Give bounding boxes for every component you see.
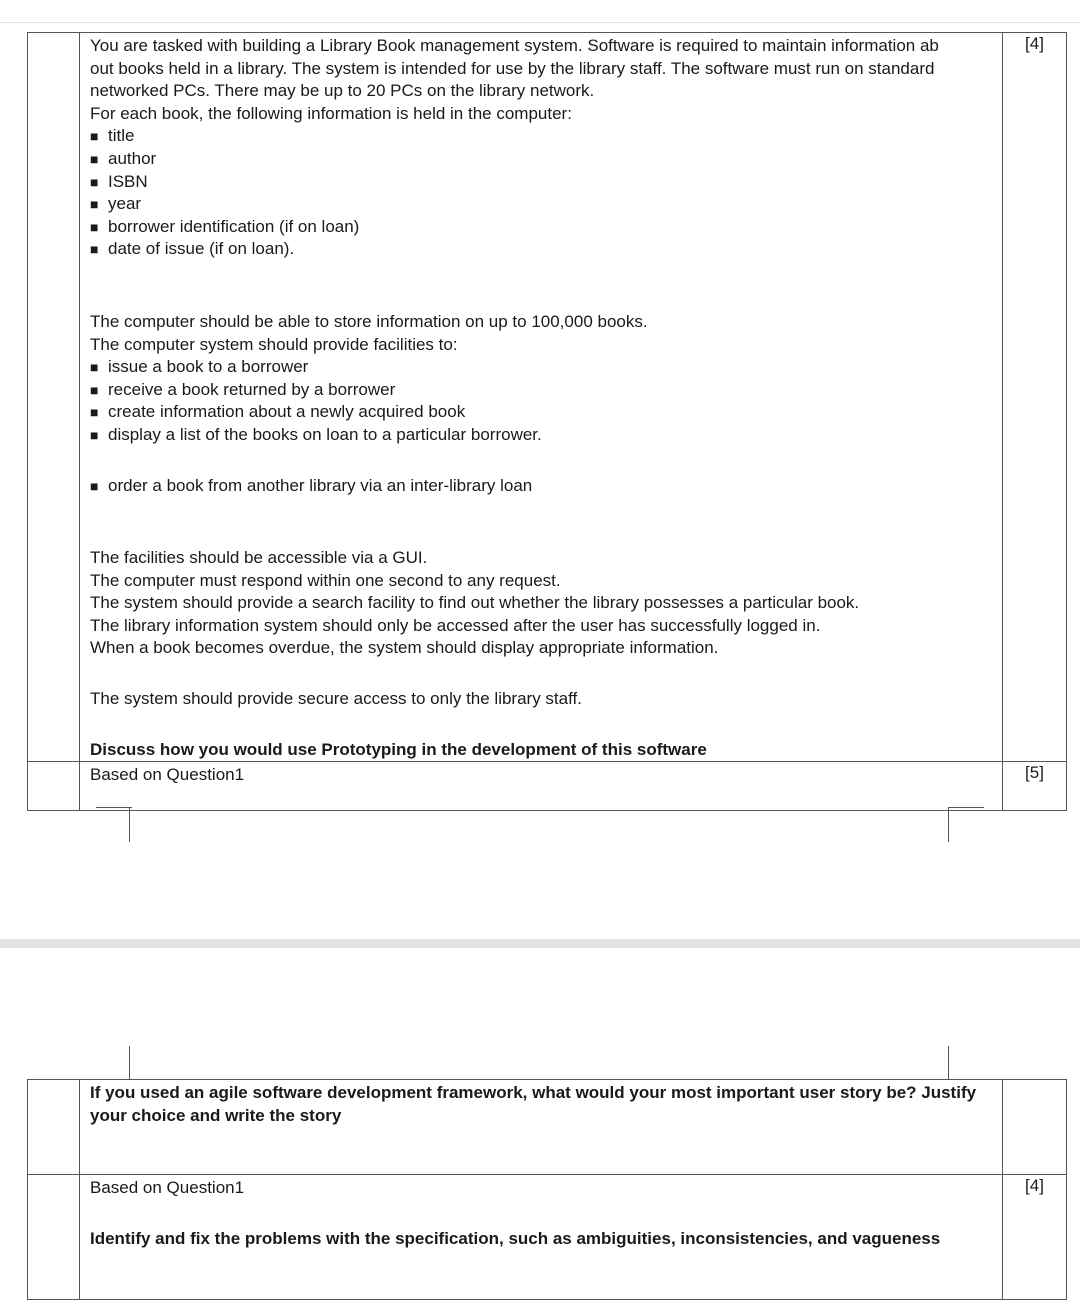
page-edge (96, 807, 132, 808)
question-body (80, 33, 1003, 762)
info-bullet: ■ borrower identification (if on loan) (90, 216, 1002, 239)
question-row-3 (28, 1080, 1067, 1175)
info-bullet: ■ date of issue (if on loan). (90, 238, 1002, 261)
question-row-2 (28, 762, 1067, 811)
storage-requirement: The computer should be able to store information on up to 100,000 books. (90, 311, 648, 331)
spacer (90, 497, 1002, 547)
requirement-line: The computer must respond within one second to any request. (90, 570, 561, 590)
facility-bullet: ■ receive a book returned by a borrower (90, 379, 1002, 402)
question-prompt: Discuss how you would use Prototyping in the development of this software (90, 739, 707, 759)
page-edge (948, 807, 984, 808)
top-divider (0, 22, 1080, 23)
marks-cell (1003, 1080, 1067, 1175)
facilities-intro: The computer system should provide facilities to: (90, 334, 458, 354)
info-bullet: ■ year (90, 193, 1002, 216)
question-row-1 (28, 33, 1067, 762)
spacer (90, 447, 1002, 475)
spacer (90, 711, 1002, 739)
facility-bullet: ■ issue a book to a borrower (90, 356, 1002, 379)
intro-line: For each book, the following information is held in the computer: (90, 103, 572, 123)
question-prompt: If you used an agile software development framework, what would your most important user story be? Justify your choice and write the story (90, 1083, 977, 1125)
facility-bullet: ■ display a list of the books on loan to a particular borrower. (90, 424, 1002, 447)
intro-line: out books held in a library. The system is intended for use by the library staff. The software must run on standard (90, 58, 935, 78)
requirement-line: The system should provide a search facility to find out whether the library possesses a particular book. (90, 593, 860, 613)
question-number-cell (28, 33, 80, 762)
question-number-cell (28, 762, 80, 811)
question-body (80, 762, 1003, 811)
spacer (90, 261, 1002, 311)
requirement-line: When a book becomes overdue, the system should display appropriate information. (90, 638, 719, 658)
page-break (0, 939, 1080, 948)
question-table-2 (27, 1079, 1067, 1300)
based-on-label: Based on Question1 (90, 765, 245, 785)
question-number-cell (28, 1080, 80, 1175)
spacer (90, 660, 1002, 688)
info-bullet: ■ author (90, 148, 1002, 171)
marks-cell: [4] (1003, 33, 1067, 762)
requirement-line: The library information system should only be accessed after the user has successfully logged in. (90, 615, 821, 635)
question-number-cell (28, 1175, 80, 1300)
based-on-label: Based on Question1 (90, 1178, 245, 1197)
page-edge (129, 1046, 130, 1079)
page-edge (948, 1046, 949, 1079)
security-requirement: The system should provide secure access to only the library staff. (90, 689, 582, 709)
question-body (80, 1175, 1003, 1300)
info-bullet: ■ ISBN (90, 171, 1002, 194)
facility-bullet-extra: ■ order a book from another library via an inter-library loan (90, 475, 1002, 498)
intro-line: networked PCs. There may be up to 20 PCs on the library network. (90, 81, 595, 101)
marks-cell: [4] (1003, 1175, 1067, 1300)
info-bullet: ■ title (90, 125, 1002, 148)
question-prompt: Identify and fix the problems with the specification, such as ambiguities, inconsistencies, and vagueness (90, 1228, 941, 1248)
question-table-1 (27, 32, 1067, 811)
question-row-4 (28, 1175, 1067, 1300)
requirement-line: The facilities should be accessible via a GUI. (90, 548, 428, 568)
question-body (80, 1080, 1003, 1175)
page-edge (948, 807, 949, 842)
spacer (90, 1200, 1002, 1228)
page-edge (129, 807, 130, 842)
marks-cell: [5] (1003, 762, 1067, 811)
intro-line: You are tasked with building a Library Book management system. Software is required to maintain information ab (90, 36, 939, 55)
facility-bullet: ■ create information about a newly acquired book (90, 401, 1002, 424)
